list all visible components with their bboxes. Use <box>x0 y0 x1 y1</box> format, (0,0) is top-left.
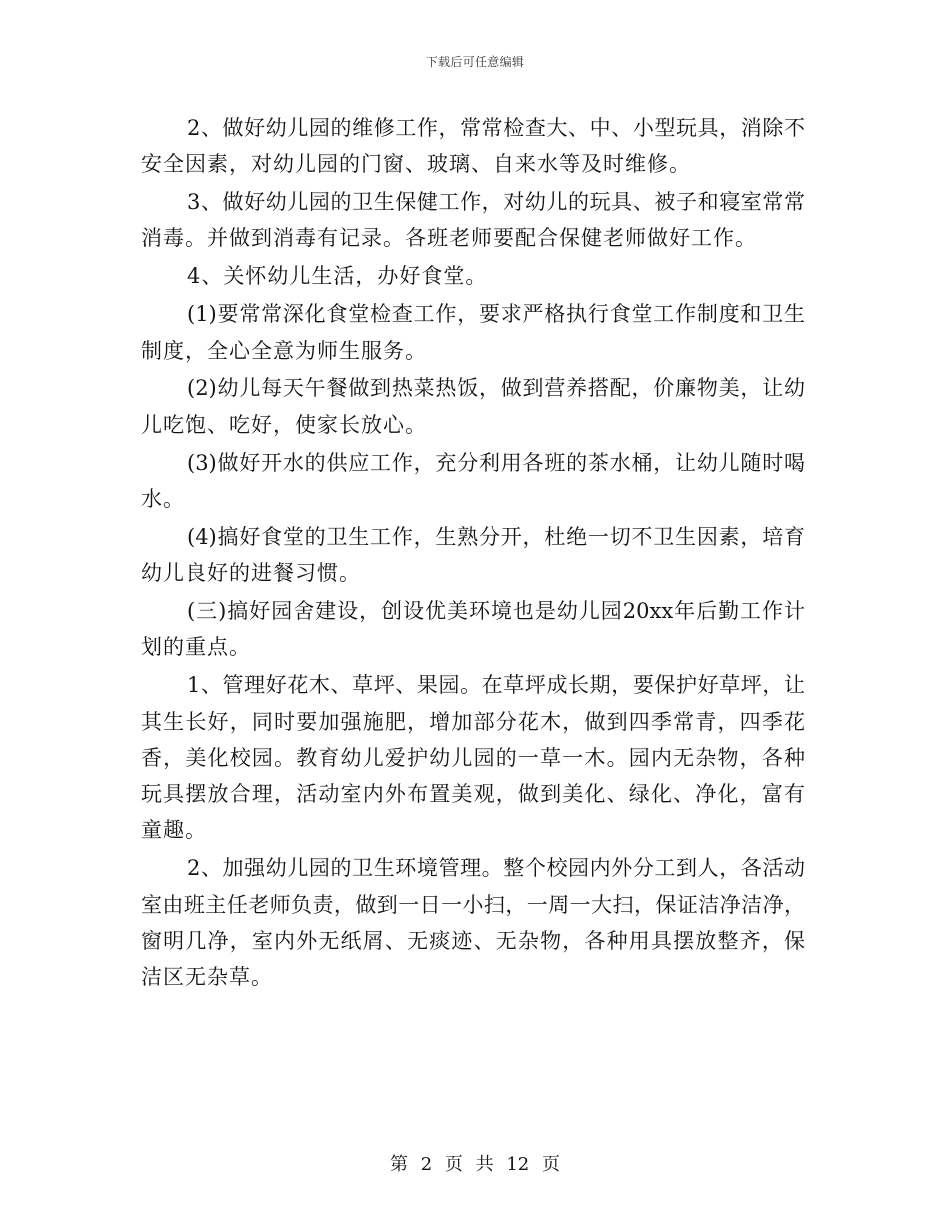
paragraph-environment <box>141 850 805 995</box>
text-line: (三)搞好园舍建设，创设优美环境也是幼儿园20xx年后勤工作计 <box>187 599 805 624</box>
text-line: 2、加强幼儿园的卫生环境管理。整个校园内外分工到人，各活动 <box>187 856 805 881</box>
text-line: 2、做好幼儿园的维修工作，常常检查大、中、小型玩具，消除不 <box>187 116 805 140</box>
text-line: (4)搞好食堂的卫生工作，生熟分开，杜绝一切不卫生因素，培育 <box>187 524 805 549</box>
text-line: 童趣。 <box>141 818 207 843</box>
paragraph-greenery <box>141 667 805 848</box>
text-line: 洁区无杂草。 <box>141 965 273 990</box>
text-line: 消毒。并做到消毒有记录。各班老师要配合保健老师做好工作。 <box>141 226 757 251</box>
header-note: 下载后可任意编辑 <box>425 55 525 69</box>
paragraph-item-3 <box>141 445 805 518</box>
text-line: 玩具摆放合理，活动室内外布置美观，做到美化、绿化、净化，富有 <box>141 782 805 807</box>
paragraph-canteen-heading <box>141 258 805 294</box>
text-line: 划的重点。 <box>141 635 251 660</box>
page-number: 第 2 页 共 12 页 <box>390 1154 560 1175</box>
text-line: 4、关怀幼儿生活，办好食堂。 <box>187 264 488 289</box>
text-line: (3)做好开水的供应工作，充分利用各班的茶水桶，让幼儿随时喝 <box>187 450 805 475</box>
paragraph-section-three <box>141 593 805 666</box>
text-line: 儿吃饱、吃好，使家长放心。 <box>141 412 427 437</box>
paragraph-item-1 <box>141 296 805 369</box>
paragraph-item-2 <box>141 370 805 443</box>
text-line: 室由班主任老师负责，做到一日一小扫，一周一大扫，保证洁净洁净， <box>141 892 805 917</box>
paragraph-item-4 <box>141 519 805 592</box>
text-line: (1)要常常深化食堂检查工作，要求严格执行食堂工作制度和卫生 <box>187 302 805 327</box>
paragraph-hygiene-health <box>141 184 805 257</box>
paragraph-maintenance <box>141 110 805 183</box>
document-body <box>141 110 805 995</box>
text-line: 窗明几净，室内外无纸屑、无痰迹、无杂物，各种用具摆放整齐，保 <box>141 928 805 953</box>
text-line: 1、管理好花木、草坪、果园。在草坪成长期，要保护好草坪，让 <box>187 673 805 698</box>
text-line: 其生长好，同时要加强施肥，增加部分花木，做到四季常青，四季花 <box>141 709 805 734</box>
text-line: 香，美化校园。教育幼儿爱护幼儿园的一草一木。园内无杂物，各种 <box>141 745 805 770</box>
text-line: 制度，全心全意为师生服务。 <box>141 338 427 363</box>
text-line: 水。 <box>141 486 185 511</box>
text-line: 安全因素，对幼儿园的门窗、玻璃、自来水等及时维修。 <box>141 152 691 177</box>
text-line: 3、做好幼儿园的卫生保健工作，对幼儿的玩具、被子和寝室常常 <box>187 190 805 215</box>
text-line: (2)幼儿每天午餐做到热菜热饭，做到营养搭配，价廉物美，让幼 <box>187 376 805 401</box>
text-line: 幼儿良好的进餐习惯。 <box>141 561 361 586</box>
